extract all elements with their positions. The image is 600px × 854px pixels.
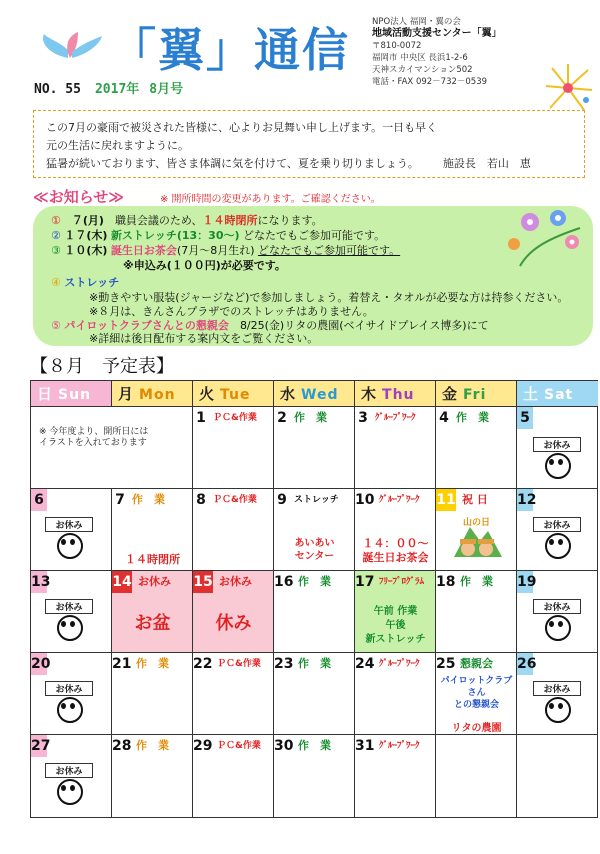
org-line-3: 〒810-0072 — [372, 41, 422, 51]
day-3: 3 ｸﾞﾙｰﾌﾟﾜｰｸ — [355, 407, 436, 489]
notice-item-3: ③ １０(木) 誕生日お茶会(7月～8月生れ) どなたでもご参加可能です。 — [51, 244, 401, 257]
day-24: 24 ｸﾞﾙｰﾌﾟﾜｰｸ — [355, 653, 436, 735]
notice-item-1: ① ７(月) 職員会議のため、１４時閉所になります。 — [51, 214, 323, 227]
weekday-thu: 木 Thu — [355, 381, 436, 407]
weekday-mon: 月 Mon — [112, 381, 193, 407]
org-line-6: 電話・FAX 092－732－0539 — [372, 77, 488, 87]
greeting-line-2: 元の生活に戻れますように。 — [46, 139, 189, 152]
org-line-5: 天神スカイマンション502 — [372, 65, 473, 75]
notice-note: ※ 開所時間の変更があります。ご確認ください。 — [160, 194, 381, 205]
org-line-1: NPO法人 福岡・翼の会 — [372, 17, 461, 27]
notice-item-3-sub: ※申込み(１００円)が必要です。 — [123, 259, 286, 272]
day-15: 15 お休み 休み — [193, 571, 274, 653]
greeting-line-3: 猛暑が続いております、皆さま体調に気を付けて、夏を乗り切りましょう。 施設長 若山 恵 — [46, 157, 531, 170]
day-1: 1 ＰＣ&作業 — [193, 407, 274, 489]
notice-item-4-sub-2: ※８月は、きんさんプラザでのストレッチはありません。 — [89, 305, 374, 318]
issue-month: 8月号 — [149, 82, 184, 97]
greeting-box — [33, 110, 585, 178]
day-16: 16 作 業 — [274, 571, 355, 653]
day-18: 18 作 業 — [436, 571, 517, 653]
fireworks-icon — [540, 60, 596, 116]
org-line-4: 福岡市 中央区 長浜1-2-6 — [372, 53, 468, 63]
day-27: 27 お休み — [31, 735, 112, 817]
day-30: 30 作 業 — [274, 735, 355, 817]
issue-line — [34, 78, 183, 97]
notice-item-2: ② １７(木) 新ストレッチ(13：30～) どなたでもご参加可能です。 — [51, 229, 386, 242]
weekday-fri: 金 Fri — [436, 381, 517, 407]
calendar — [30, 380, 598, 818]
day-17: 17 ﾌﾘｰﾌﾟﾛｸﾞﾗﾑ 午前 作業 午後 新ストレッチ — [355, 571, 436, 653]
day-5: 5 お休み — [517, 407, 598, 489]
day-9: 9 ストレッチ あいあい センター — [274, 489, 355, 571]
day-26: 26 お休み — [517, 653, 598, 735]
day-12: 12 お休み — [517, 489, 598, 571]
day-22: 22 ＰＣ&作業 — [193, 653, 274, 735]
day-29: 29 ＰＣ&作業 — [193, 735, 274, 817]
panda-closed-icon: お休み — [45, 517, 91, 561]
panda-closed-icon: お休み — [45, 599, 91, 643]
greeting-line-1: この7月の豪雨で被災された皆様に、心よりお見舞い申し上げます。一日も早く — [46, 121, 438, 134]
org-line-2: 地域活動支援センター「翼」 — [372, 28, 502, 39]
issue-year: 2017年 — [94, 82, 140, 97]
day-23: 23 作 業 — [274, 653, 355, 735]
notice-item-5: ⑤ パイロットクラブさんとの懇親会 8/25(金)リタの農園(ベイサイドプレイス博多)にて — [51, 319, 489, 332]
schedule-title: 【８月 予定表】 — [30, 356, 174, 377]
panda-closed-icon: お休み — [533, 437, 579, 481]
day-2: 2 作 業 — [274, 407, 355, 489]
day-28: 28 作 業 — [112, 735, 193, 817]
morning-glory-icon — [500, 208, 584, 268]
day-21: 21 作 業 — [112, 653, 193, 735]
week1-note-cell — [31, 407, 193, 489]
day-4: 4 作 業 — [436, 407, 517, 489]
panda-closed-icon: お休み — [533, 681, 579, 725]
weekday-sun: 日 Sun — [31, 381, 112, 407]
signature: 施設長 若山 恵 — [442, 157, 531, 170]
day-6: 6 お休み — [31, 489, 112, 571]
notice-item-4-sub-1: ※動きやすい服装(ジャージなど)で参加しましょう。着替え・タオルが必要な方は持参ください。 — [89, 291, 569, 304]
week1-note: ※ 今年度より、開所日には イラストを入れております — [39, 427, 149, 448]
day-7: 7 作 業 １４時閉所 — [112, 489, 193, 571]
wings-logo-icon — [38, 28, 104, 62]
organization-info — [372, 16, 542, 88]
empty-cell — [517, 735, 598, 817]
day-20: 20 お休み — [31, 653, 112, 735]
empty-cell — [436, 735, 517, 817]
notice-item-4: ④ ストレッチ — [51, 276, 120, 289]
day-25: 25 懇親会 パイロットクラブ さん との懇親会 リタの農園 — [436, 653, 517, 735]
day-10: 10 ｸﾞﾙｰﾌﾟﾜｰｸ １４：００～ 誕生日お茶会 — [355, 489, 436, 571]
panda-closed-icon: お休み — [533, 517, 579, 561]
panda-closed-icon: お休み — [45, 763, 91, 807]
panda-closed-icon: お休み — [45, 681, 91, 725]
issue-number: NO. 55 — [34, 82, 81, 97]
weekday-wed: 水 Wed — [274, 381, 355, 407]
panda-closed-icon: お休み — [533, 599, 579, 643]
day-8: 8 ＰＣ&作業 — [193, 489, 274, 571]
day-11: 11 祝 日 山の日 — [436, 489, 517, 571]
day-31: 31 ｸﾞﾙｰﾌﾟﾜｰｸ — [355, 735, 436, 817]
day-14: 14 お休み お盆 — [112, 571, 193, 653]
notice-item-5-sub: ※詳細は後日配布する案内文をご覧ください。 — [89, 332, 319, 345]
newsletter-title: 「翼」通信 — [110, 23, 350, 77]
weekday-tue: 火 Tue — [193, 381, 274, 407]
day-19: 19 お休み — [517, 571, 598, 653]
weekday-sat: 土 Sat — [517, 381, 598, 407]
day-13: 13 お休み — [31, 571, 112, 653]
notice-heading: ≪お知らせ≫ — [33, 188, 124, 206]
